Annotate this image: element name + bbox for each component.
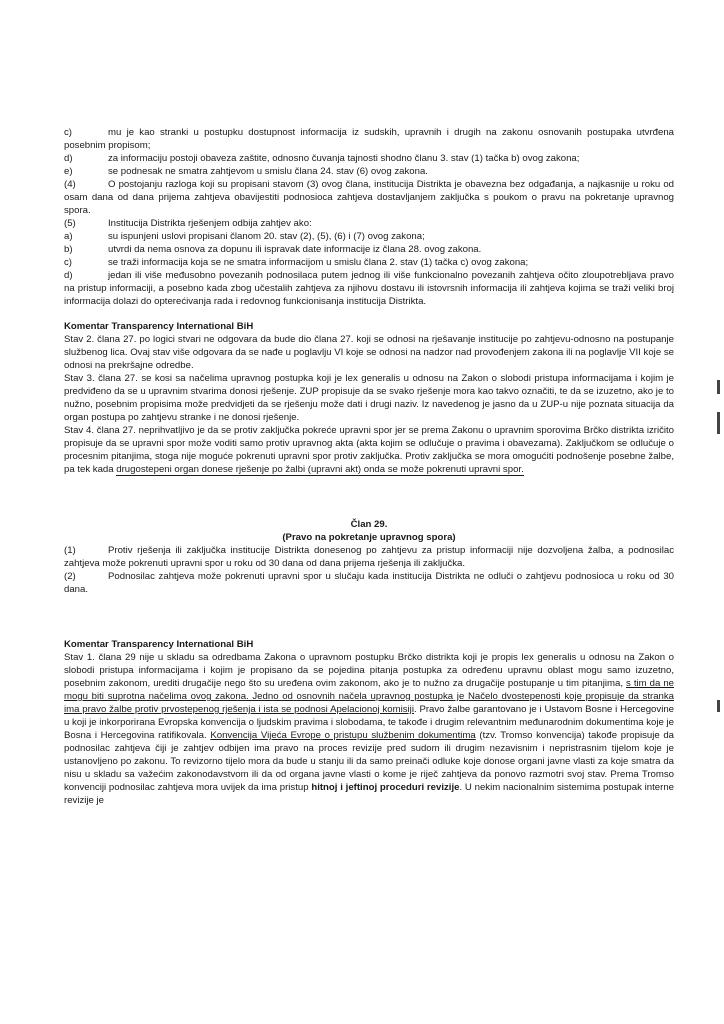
item-text: se podnesak ne smatra zahtjevom u smislu člana 24. stav (6) ovog zakona. bbox=[108, 166, 428, 177]
scan-edge-mark bbox=[717, 380, 720, 394]
comment-paragraph: Stav 3. člana 27. se kosi sa načelima upravnog postupka koji je lex generalis u odnosu na Zakon o slobodi pristupa informacijama i kojim je predviđeno da se u upravnim stvarima donosi rješenje. ZUP propisuje da se svako rješenje mora kao takvo označiti, te da se izuzetno, ako je to nužno, posebnim propisima može predvidjeti da se rješenju može dati i drugi naziv. Iz navedenog je jasno da u ZUP-u nije poznata situacija da organ postupa po zahtjevu stranke i ne donosi rješenje. bbox=[64, 373, 674, 423]
list-item-d bbox=[64, 152, 674, 165]
scan-edge-mark bbox=[717, 412, 720, 434]
item-label: (4) bbox=[64, 179, 76, 190]
comment-heading: Komentar Transparency International BiH bbox=[64, 639, 254, 650]
comment-paragraph bbox=[64, 424, 674, 476]
item-text: Podnosilac zahtjeva može pokrenuti upravni spor u slučaju kada institucija Distrikta ne odluči o zahtjevu podnosioca u roku od 30 dana. bbox=[64, 571, 674, 595]
comment-text: Stav 4. člana 27. neprihvatljivo je da se protiv zaključka pokreće upravni spor jer se prema Zakonu o upravnim sporovima Brčko distrikta izričito propisuje da se upravni spor može voditi samo protiv upravnog akta (akta kojim se odlučuje o pravima i obavezama). Zaključkom se odlučuje o procesnim pitanjima, stoga nije moguće pokrenuti upravni spor protiv zaključka. Protiv zaključka se mora omogućiti podnošenje posebne žalbe, pa tek kada bbox=[64, 425, 674, 475]
comment-text-underlined: Konvencija Vijeća Evrope o pristupu službenim dokumentima bbox=[210, 730, 476, 741]
item-label: d) bbox=[64, 270, 73, 281]
item-label: (2) bbox=[64, 571, 76, 582]
item-label: c) bbox=[64, 257, 72, 268]
comment-text: Stav 1. člana 29 nije u skladu sa odredbama Zakona o upravnom postupku Brčko distrikta koji je propis lex generalis u odnosu na Zakon o slobodi pristupa informacijama i kojim je propisano da se pojedina pitanja postupka za određenu upravnu oblast mogu samo izuzetno, posebnim zakonom, urediti drugačije nego što su uređena ovim zakonom, ako je to nužno za drugačije postupanje u tim pitanjima, bbox=[64, 652, 674, 689]
item-text: mu je kao stranki u postupku dostupnost informacija iz sudskih, upravnih i drugih na zakonu osnovanih postupaka utvrđena posebnim propisom; bbox=[64, 127, 674, 151]
comment-paragraph bbox=[64, 651, 674, 807]
comment-text-bold: hitnoj i jeftinoj proceduri revizije bbox=[311, 782, 460, 793]
comment-paragraph: Stav 2. člana 27. po logici stvari ne odgovara da bude dio člana 27. koji se odnosi na rješavanje institucije po zahtjevu-odnosno na postupanje službenog lica. Ovaj stav više odgovara da se nađe u poglavlju VI koje se odnosi na nadzor nad provođenjem zakona ili na poglavlje VII koje se odnosi na prekršajne odredbe. bbox=[64, 334, 674, 371]
list-item-e bbox=[64, 165, 674, 178]
paragraph-4 bbox=[64, 178, 674, 217]
article-subtitle: (Pravo na pokretanje upravnog spora) bbox=[282, 532, 456, 543]
comment-text-underlined-rule: drugostepeni organ donese rješenje po žalbi (upravni akt) onda se može pokrenuti upravni spor. bbox=[116, 464, 524, 475]
article-title: Član 29. bbox=[350, 519, 388, 530]
list-item-b bbox=[64, 243, 674, 256]
comment-text: . Pravo žalbe garantovano je i Ustavom Bosne i Hercegovine u koji je inkorporirana Evropska konvencija o ljudskim pravima i slobodama, te takođe i drugim relevantnim međunarodnim dokumentima koje je Bosna i Hercegovina ratifikovala. bbox=[64, 704, 674, 741]
paragraph-5 bbox=[64, 217, 674, 230]
item-label: c) bbox=[64, 127, 72, 138]
item-text: utvrdi da nema osnova za dopunu ili ispravak date informacije iz člana 28. ovog zakona. bbox=[108, 244, 482, 255]
item-label: (1) bbox=[64, 545, 76, 556]
item-text: Institucija Distrikta rješenjem odbija zahtjev ako: bbox=[108, 218, 312, 229]
list-item-a bbox=[64, 230, 674, 243]
document-body bbox=[64, 126, 674, 807]
comment-text: (tzv. Tromso konvencija) takođe propisuje da podnosilac zahtjeva čiji je zahtjev odbijen ima pravo na proces revizije pred sudom ili drugim nezavisnim i nepristrasnim tijelom koje je ustanovljeno po zakonu. To revizorno tijelo mora da bude u stanju ili da samo preinači odluke koje donose organi javne vlasti za koje smatra da nisu u skladu sa važećim zakonodavstvom ili da od organa javne vlasti o kome je riječ zahtjeva da ponovo razmotri svoj stav. Prema Tromso konvenciji podnosilac zahtjeva mora uvijek da ima pristup bbox=[64, 730, 674, 793]
list-item-d2 bbox=[64, 269, 674, 308]
item-text: O postojanju razloga koji su propisani stavom (3) ovog člana, institucija Distrikta je obavezna bez odgađanja, a najkasnije u roku od osam dana od dana prijema zahtjeva obavijestiti podnosioca zahtjeva dostavljanjem zaključka s poukom o pravu na pokretanje upravnog spora. bbox=[64, 179, 674, 216]
scan-edge-mark bbox=[717, 700, 720, 712]
item-label: d) bbox=[64, 153, 73, 164]
list-item-c2 bbox=[64, 256, 674, 269]
comment-text: . U nekim nacionalnim sistemima postupak interne revizije je bbox=[64, 782, 675, 806]
item-label: e) bbox=[64, 166, 73, 177]
article-paragraph-1 bbox=[64, 544, 674, 570]
item-text: se traži informacija koja se ne smatra informacijom u smislu člana 2. stav (1) tačka c) ovog zakona; bbox=[108, 257, 529, 268]
item-text: Protiv rješenja ili zaključka institucije Distrikta donesenog po zahtjevu za pristup informaciji nije dozvoljena žalba, a podnosilac zahtjeva može pokrenuti upravni spor u roku od 30 dana od dana prijema rješenja ili zaključka. bbox=[64, 545, 674, 569]
comment-text-underlined: s tim da ne mogu biti suprotna načelima ovog zakona. Jedno od osnovnih načela upravnog postupka je Načelo dvostepenosti koje propisuje da stranka ima pravo žalbe protiv prvostepenog rješenja i ista se podnosi Apelacionoj komisiji bbox=[64, 678, 674, 715]
list-item-c bbox=[64, 126, 674, 152]
item-label: a) bbox=[64, 231, 73, 242]
item-text: jedan ili više međusobno povezanih podnosilaca putem jednog ili više funkcionalno povezanih zahtjeva očito zloupotrebljava pravo na pristup informaciji, a posebno kada zbog učestalih zahtjeva za njihovu dostavu ili istovrsnih informacija ili zahtjeva kojima se traži veliki broj informacija dolazi do opterećivanja rada i redovnog funkcionisanja institucija Distrikta. bbox=[64, 270, 674, 307]
comment-heading: Komentar Transparency International BiH bbox=[64, 321, 254, 332]
item-text: za informaciju postoji obaveza zaštite, odnosno čuvanja tajnosti shodno članu 3. stav (1) tačka b) ovog zakona; bbox=[108, 153, 580, 164]
item-text: su ispunjeni uslovi propisani članom 20. stav (2), (5), (6) i (7) ovog zakona; bbox=[108, 231, 425, 242]
item-label: (5) bbox=[64, 218, 76, 229]
item-label: b) bbox=[64, 244, 73, 255]
article-paragraph-2 bbox=[64, 570, 674, 596]
